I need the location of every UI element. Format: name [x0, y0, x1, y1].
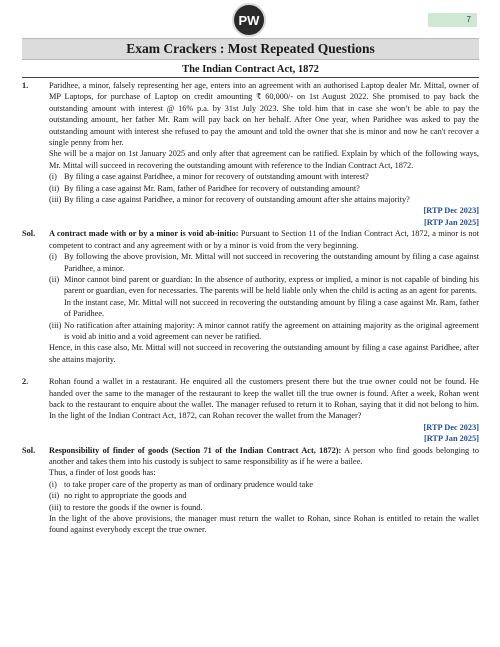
question-label: 1. [22, 81, 29, 90]
point-continuation: In the instant case, Mr. Mittal will not succeed in recovering the outstanding amount by filing a case against Mr. Ram, father of Paridhee. [64, 297, 479, 319]
option-text: By filing a case against Mr. Ram, father of Paridhee for recovery of outstanding amount? [64, 183, 360, 193]
question-label: 2. [22, 377, 29, 387]
point-number: (ii) [49, 274, 60, 284]
question-text-2: She will be a major on 1st January 2025 and only after that agreement can be ratified. Explain by which of the following ways, Mr. Mittal will succeed in recovering the outstanding amount with reference to the Indian Contract Act, 1872. [49, 149, 479, 170]
option-number: (i) [49, 172, 57, 182]
question-text: Rohan found a wallet in a restaurant. He enquired all the customers present there but the true owner could not be found. He handed over the same to the manager of the restaurant to keep the wallet till the true owner is found. After a week, Rohan went back to the restaurant to enquire about the wallet. The manager refused to return it to Rohan, saying that it did not belong to him. In the light of the Indian Contract Act, 1872, can Rohan recover the wallet from the Manager? [49, 377, 479, 421]
solution-point [49, 479, 479, 490]
option-text: By filing a case against Paridhee, a minor for recovery of outstanding amount with interest? [64, 172, 369, 182]
option-item [49, 171, 479, 182]
divider [22, 77, 479, 78]
solution-label: Sol. [22, 229, 36, 239]
point-text: no right to appropriate the goods and [64, 491, 187, 501]
reference-tag: [RTP Jan 2025] [423, 434, 479, 444]
solution-1 [22, 228, 479, 365]
solution-lead [49, 445, 479, 468]
question-text: Paridhee, a minor, falsely representing her age, enters into an agreement with an authorised Laptop dealer Mr. Mittal, owner of MP Laptops, for purchase of Laptop on credit amounting ₹ 60,000/- on 1st August 2022. She promised to pay back the outstanding amount with interest @ 16% p.a. by 31st July 2023. She told him that in case she won’t be able to pay the outstanding amount, her father Mr. Ram will pay back on her behalf. After One year, when Paridhee was asked to pay the outstanding amount with interest she refused to pay the amount and told the owner that she is minor and now he can't recover a single penny from her. [49, 81, 479, 148]
solution-point [49, 490, 479, 501]
page-number: 7 [428, 13, 477, 27]
point-number: (ii) [49, 491, 60, 501]
solution-point [49, 502, 479, 513]
page-title: Exam Crackers : Most Repeated Questions [22, 38, 479, 60]
point-text: No ratification after attaining majority: A minor cannot ratify the agreement on attaining majority as the original agreement is void ab initio and a void agreement can never be ratified. [64, 320, 479, 341]
option-item [49, 183, 479, 194]
solution-heading: A contract made with or by a minor is void ab-initio: [49, 229, 239, 239]
solution-text: Thus, a finder of lost goods has: [49, 468, 156, 478]
point-text: to restore the goods if the owner is found. [64, 502, 203, 512]
point-number: (iii) [49, 320, 62, 330]
solution-lead-text: A person who find goods belonging to another and takes them into his custody is subject to same responsibility as if he were a bailee. [49, 445, 479, 466]
point-text: to take proper care of the property as man of ordinary prudence would take [64, 479, 314, 489]
point-number: (i) [49, 479, 57, 489]
point-text: Minor cannot bind parent or guardian: In the absence of authority, express or implied, a minor is not capable of binding his parent or guardian, even for necessaries. The parents will be held liable only when the child is acting as an agent for parents. [64, 274, 479, 296]
question-2 [22, 376, 479, 444]
solution-label: Sol. [22, 445, 36, 455]
solution-point [49, 274, 479, 297]
logo-letters: PW [238, 13, 260, 28]
solution-point [49, 320, 479, 343]
pw-logo [232, 3, 266, 37]
reference-tag: [RTP Dec 2023] [423, 206, 479, 216]
pw-logo-mark [234, 5, 264, 35]
option-number: (iii) [49, 195, 62, 205]
solution-point [49, 251, 479, 274]
solution-lead [49, 228, 479, 251]
solution-conclusion: Hence, in this case also, Mr. Mittal will not succeed in recovering the outstanding amount by filing a case against Paridhee, after she attains majority. [49, 343, 479, 364]
solution-heading: Responsibility of finder of goods (Section 71 of the Indian Contract Act, 1872): [49, 445, 342, 455]
content [22, 80, 479, 536]
point-number: (i) [49, 252, 57, 262]
question-1 [22, 80, 479, 228]
point-number: (iii) [49, 502, 62, 512]
solution-lead-text: Pursuant to Section 11 of the Indian Contract Act, 1872, a minor is not competent to contract and any agreement with or by a minor is void from the very beginning. [49, 229, 479, 250]
chapter-subtitle: The Indian Contract Act, 1872 [182, 64, 319, 75]
option-text: By filing a case against Paridhee, a minor for recovery of outstanding amount after she attains majority? [64, 195, 410, 205]
reference-tag: [RTP Jan 2025] [423, 217, 479, 227]
reference-tag: [RTP Dec 2023] [423, 422, 479, 432]
solution-2 [22, 445, 479, 536]
point-text: By following the above provision, Mr. Mittal will not succeed in recovering the outstanding amount by filing a case against Paridhee, a minor. [64, 252, 479, 273]
solution-conclusion: In the light of the above provisions, the manager must return the wallet to Rohan, since Rohan is entitled to retain the wallet found against everybody except the true owner. [49, 514, 479, 535]
option-number: (ii) [49, 183, 60, 193]
option-item [49, 194, 479, 205]
